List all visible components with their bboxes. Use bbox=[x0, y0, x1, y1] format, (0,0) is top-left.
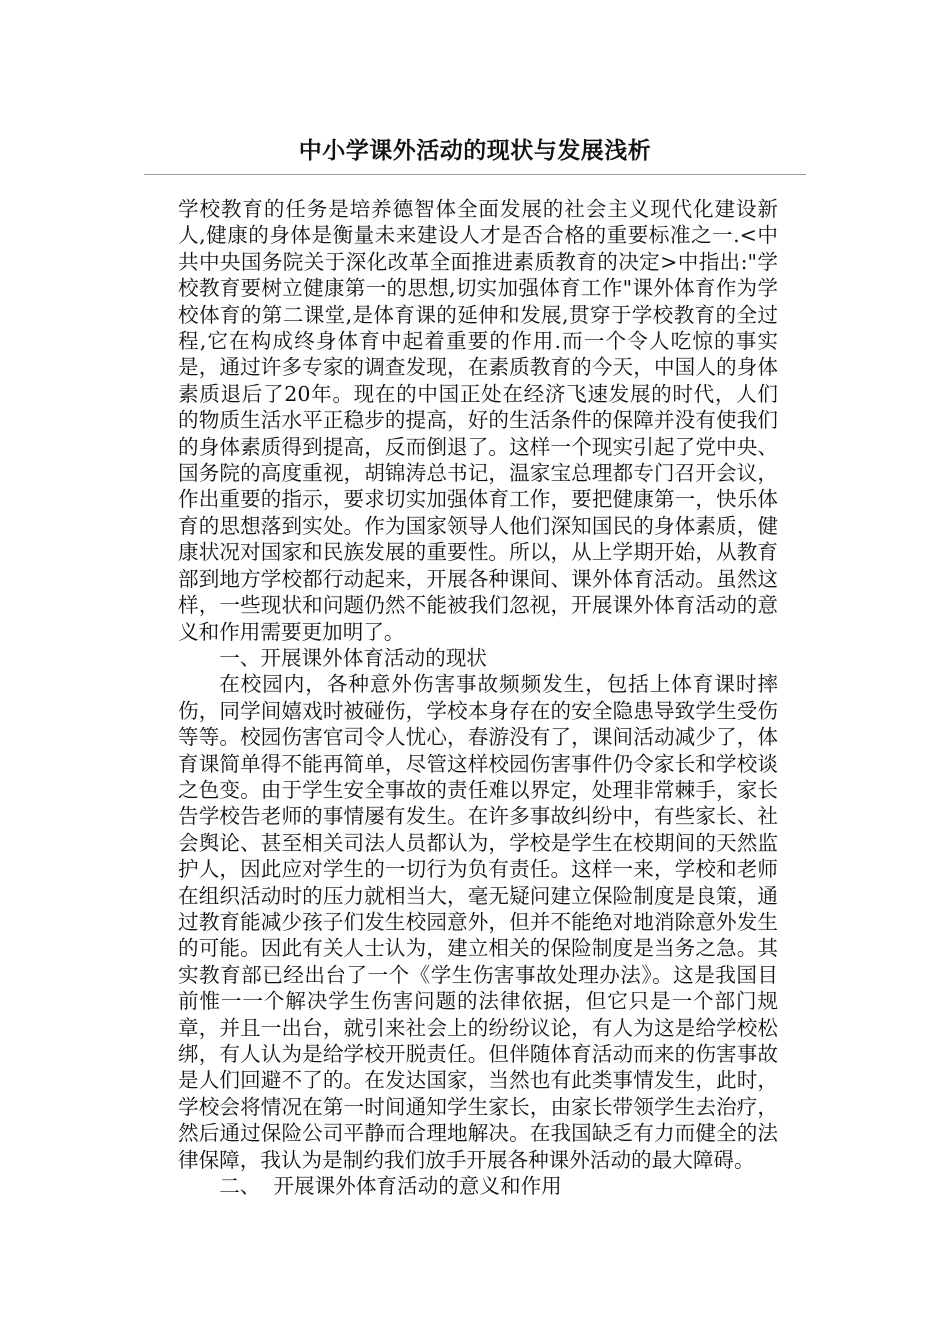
document-title: 中小学课外活动的现状与发展浅析 bbox=[298, 138, 652, 164]
title-divider bbox=[144, 174, 806, 175]
paragraph-intro: 学校教育的任务是培养德智体全面发展的社会主义现代化建设新人,健康的身体是衡量未来建设人才是否合格的重要标准之一.<中共中央国务院关于深化改革全面推进素质教育的决定>中指出:"学校教育要树立健康第一的思想,切实加强体育工作"课外体育作为学校体育的第二课堂,是体育课的延伸和发展,贯穿于学校教育的全过程,它在构成终身体育中起着重要的作用.而一个令人吃惊的事实是，通过许多专家的调查发现，在素质教育的今天，中国人的身体素质退后了20年。现在的中国正处在经济飞速发展的时代，人们的物质生活水平正稳步的提高，好的生活条件的保障并没有使我们的身体素质得到提高，反而倒退了。这样一个现实引起了党中央、国务院的高度重视，胡锦涛总书记，温家宝总理都专门召开会议，作出重要的指示，要求切实加强体育工作，要把健康第一，快乐体育的思想落到实处。作为国家领导人他们深知国民的身体素质，健康状况对国家和民族发展的重要性。所以，从上学期开始，从教育部到地方学校都行动起来，开展各种课间、课外体育活动。虽然这样，一些现状和问题仍然不能被我们忽视，开展课外体育活动的意义和作用需要更加明了。 bbox=[178, 197, 778, 644]
document-body bbox=[178, 196, 778, 1199]
section-heading-1: 一、开展课外体育活动的现状 bbox=[219, 645, 487, 670]
paragraph-current-status: 在校园内，各种意外伤害事故频频发生，包括上体育课时摔伤，同学间嬉戏时被碰伤，学校本身存在的安全隐患导致学生受伤等等。校园伤害官司令人忧心，春游没有了，课间活动减少了，体育课简单得不能再简单，尽管这样校园伤害事件仍令家长和学校谈之色变。由于学生安全事故的责任难以界定，处理非常棘手，家长告学校告老师的事情屡有发生。在许多事故纠纷中，有些家长、社会舆论、甚至相关司法人员都认为，学校是学生在校期间的天然监护人，因此应对学生的一切行为负有责任。这样一来，学校和老师在组织活动时的压力就相当大，毫无疑问建立保险制度是良策，通过教育能减少孩子们发生校园意外，但并不能绝对地消除意外发生的可能。因此有关人士认为，建立相关的保险制度是当务之急。其实教育部已经出台了一个《学生伤害事故处理办法》。这是我国目前惟一一个解决学生伤害问题的法律依据，但它只是一个部门规章，并且一出台，就引来社会上的纷纷议论，有人为这是给学校松绑，有人认为是给学校开脱责任。但伴随体育活动而来的伤害事故是人们回避不了的。在发达国家，当然也有此类事情发生，此时，学校会将情况在第一时间通知学生家长，由家长带领学生去治疗，然后通过保险公司平静而合理地解决。在我国缺乏有力而健全的法律保障，我认为是制约我们放手开展各种课外活动的最大障碍。 bbox=[178, 672, 778, 1172]
section-heading-2: 二、 开展课外体育活动的意义和作用 bbox=[219, 1174, 562, 1199]
